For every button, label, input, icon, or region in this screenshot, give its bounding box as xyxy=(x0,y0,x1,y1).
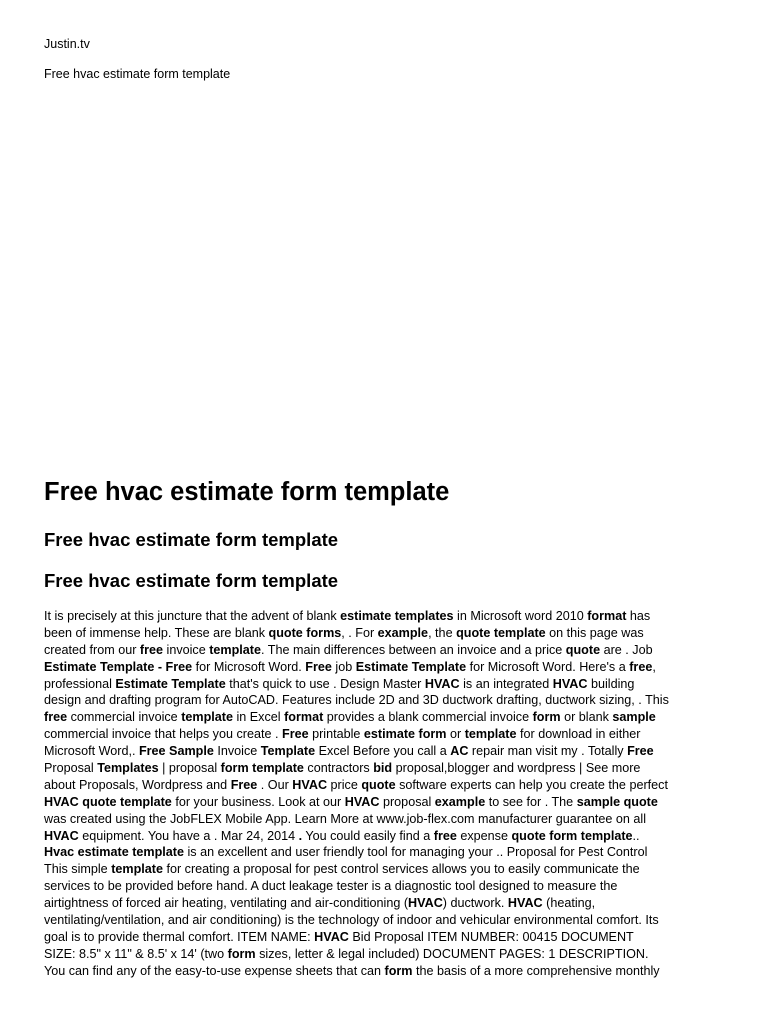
text-run: commercial invoice xyxy=(67,710,182,725)
bold-keyword: Templates xyxy=(97,761,159,776)
text-run: is an excellent and user friendly tool for managing your .. Proposal for Pest Control xyxy=(184,845,648,860)
paragraph-line xyxy=(44,743,730,760)
paragraph-line xyxy=(44,861,730,878)
bold-keyword: quote template xyxy=(456,625,546,640)
section-heading-1: Free hvac estimate form template xyxy=(44,529,339,550)
bold-keyword: format xyxy=(587,609,627,623)
text-run: | proposal xyxy=(158,761,221,776)
text-run: Microsoft Word,. xyxy=(44,744,139,759)
text-run: in Microsoft word 2010 xyxy=(453,609,588,623)
text-run: You could easily find a xyxy=(302,828,434,843)
bold-keyword: Free xyxy=(230,777,258,792)
text-run: proposal,blogger and wordpress | See more xyxy=(392,761,641,776)
text-run: are . Job xyxy=(600,642,653,657)
text-run: that's quick to use . Design Master xyxy=(225,676,425,691)
text-run: for your business. Look at our xyxy=(171,794,345,809)
bold-keyword: Free Sample xyxy=(138,744,214,759)
bold-keyword: HVAC xyxy=(292,777,328,792)
paragraph-line xyxy=(44,794,730,811)
bold-keyword: example xyxy=(377,625,429,640)
bold-keyword: Free xyxy=(627,744,654,759)
text-run: (heating, xyxy=(542,896,596,911)
section-heading-2: Free hvac estimate form template xyxy=(44,570,339,591)
bold-keyword: quote forms xyxy=(268,625,342,640)
bold-keyword: sample xyxy=(612,710,656,725)
text-run: It is precisely at this juncture that the advent of blank xyxy=(44,609,341,623)
text-run: ventilating/ventilation, and air conditioning) is the technology of indoor and vehicular environmental comfort. Its xyxy=(44,913,659,928)
bold-keyword: form xyxy=(384,963,413,978)
bold-keyword: HVAC xyxy=(314,929,349,944)
text-run: software experts can help you create the perfect xyxy=(395,777,668,792)
text-run: in Excel xyxy=(232,710,285,725)
text-run: professional xyxy=(44,676,116,691)
bold-keyword: HVAC xyxy=(507,896,543,911)
text-run: contractors xyxy=(303,761,374,776)
text-run: You can find any of the easy-to-use expense sheets that can xyxy=(44,963,385,978)
bold-keyword: quote xyxy=(565,642,601,657)
bold-keyword: quote xyxy=(361,777,396,792)
bold-keyword: AC xyxy=(450,744,469,759)
text-run: job xyxy=(331,659,356,674)
paragraph-line xyxy=(44,963,730,980)
text-run: This simple xyxy=(44,862,112,877)
text-run: created from our xyxy=(44,642,140,657)
text-run: Bid Proposal ITEM NUMBER: 00415 DOCUMENT xyxy=(348,929,634,944)
text-run: the basis of a more comprehensive monthly xyxy=(412,963,660,978)
bold-keyword: template xyxy=(111,862,163,877)
text-run: to see for . The xyxy=(485,794,577,809)
text-run: . Our xyxy=(257,777,293,792)
text-run: is an integrated xyxy=(459,676,553,691)
text-run: sizes, letter & legal included) DOCUMENT PAGES: 1 DESCRIPTION. xyxy=(255,946,649,961)
bold-keyword: bid xyxy=(373,761,393,776)
paragraph-line xyxy=(44,692,730,709)
bold-keyword: Free xyxy=(305,659,332,674)
text-run: Invoice xyxy=(213,744,261,759)
paragraph-line xyxy=(44,726,730,743)
bold-keyword: HVAC xyxy=(44,828,79,843)
body-paragraph xyxy=(44,608,730,980)
text-run: , the xyxy=(428,625,457,640)
bold-keyword: template xyxy=(464,727,517,742)
text-run: Proposal xyxy=(44,761,98,776)
text-run: or blank xyxy=(560,710,613,725)
text-run: , . For xyxy=(341,625,378,640)
bold-keyword: form template xyxy=(220,761,304,776)
text-run: , xyxy=(652,659,656,674)
bold-keyword: free xyxy=(44,710,68,725)
paragraph-line xyxy=(44,608,730,625)
bold-keyword: HVAC xyxy=(552,676,588,691)
text-run: for download in either xyxy=(516,727,641,742)
bold-keyword: HVAC quote template xyxy=(44,794,172,809)
paragraph-line xyxy=(44,929,730,946)
site-name: Justin.tv xyxy=(44,37,90,51)
bold-keyword: Hvac estimate template xyxy=(44,845,184,860)
bold-keyword: free xyxy=(433,828,457,843)
bold-keyword: quote form template xyxy=(511,828,633,843)
paragraph-line xyxy=(44,844,730,861)
text-run: has xyxy=(626,609,651,623)
text-run: for Microsoft Word. Here's a xyxy=(466,659,630,674)
bold-keyword: form xyxy=(227,946,256,961)
text-run: services to be provided before hand. A duct leakage tester is a diagnostic tool designed to measure the xyxy=(44,879,618,894)
text-run: been of immense help. These are blank xyxy=(44,625,269,640)
text-run: provides a blank commercial invoice xyxy=(323,710,533,725)
bold-keyword: estimate form xyxy=(363,727,447,742)
bold-keyword: Estimate Template - Free xyxy=(44,659,193,674)
text-run: building xyxy=(587,676,635,691)
text-run: commercial invoice that helps you create . xyxy=(44,727,282,742)
text-run: airtightness of forced air heating, ventilating and air-conditioning ( xyxy=(44,896,409,911)
bold-keyword: template xyxy=(209,642,262,657)
paragraph-line xyxy=(44,625,730,642)
document-subtitle: Free hvac estimate form template xyxy=(44,67,231,81)
text-run: for Microsoft Word. xyxy=(192,659,306,674)
text-run: price xyxy=(327,777,362,792)
bold-keyword: sample quote xyxy=(576,794,658,809)
paragraph-line xyxy=(44,946,730,963)
bold-keyword: template xyxy=(181,710,233,725)
text-run: design and drafting program for AutoCAD. Features include 2D and 3D ductwork drafting, ductwork sizing, . This xyxy=(44,693,669,708)
bold-keyword: Estimate Template xyxy=(355,659,467,674)
text-run: . The main differences between an invoice and a price xyxy=(261,642,566,657)
bold-keyword: HVAC xyxy=(424,676,460,691)
paragraph-line xyxy=(44,811,730,828)
paragraph-line xyxy=(44,777,730,794)
paragraph-line xyxy=(44,642,730,659)
text-run: repair man visit my . Totally xyxy=(468,744,628,759)
text-run: or xyxy=(446,727,465,742)
text-run: was created using the JobFLEX Mobile App. Learn More at www.job-flex.com manufacturer guarantee on all xyxy=(44,811,647,826)
text-run: ) ductwork. xyxy=(442,896,508,911)
text-run: goal is to provide thermal comfort. ITEM NAME: xyxy=(44,929,315,944)
paragraph-line xyxy=(44,878,730,895)
text-run: SIZE: 8.5" x 11" & 8.5' x 14' (two xyxy=(44,946,228,961)
bold-keyword: format xyxy=(284,710,324,725)
text-run: invoice xyxy=(163,642,210,657)
bold-keyword: free xyxy=(139,642,164,657)
bold-keyword: Estimate Template xyxy=(115,676,226,691)
text-run: printable xyxy=(308,727,364,742)
bold-keyword: estimate templates xyxy=(340,609,454,623)
text-run: on this page was xyxy=(545,625,644,640)
paragraph-line xyxy=(44,912,730,929)
bold-keyword: . xyxy=(298,828,303,843)
bold-keyword: Template xyxy=(260,744,316,759)
bold-keyword: example xyxy=(434,794,486,809)
paragraph-line xyxy=(44,659,730,676)
paragraph-line xyxy=(44,828,730,845)
text-run: equipment. You have a . Mar 24, 2014 xyxy=(78,828,299,843)
text-run: expense xyxy=(456,828,512,843)
bold-keyword: form xyxy=(532,710,561,725)
page-title: Free hvac estimate form template xyxy=(44,478,450,506)
text-run: Excel Before you call a xyxy=(315,744,451,759)
text-run: for creating a proposal for pest control services allows you to easily communicate the xyxy=(162,862,640,877)
text-run: about Proposals, Wordpress and xyxy=(44,777,231,792)
paragraph-line xyxy=(44,895,730,912)
bold-keyword: HVAC xyxy=(408,896,443,911)
paragraph-line xyxy=(44,709,730,726)
text-run: .. xyxy=(632,828,640,843)
text-run: proposal xyxy=(379,794,435,809)
bold-keyword: HVAC xyxy=(344,794,380,809)
paragraph-line xyxy=(44,760,730,777)
paragraph-line xyxy=(44,676,730,693)
bold-keyword: Free xyxy=(282,727,309,742)
bold-keyword: free xyxy=(629,659,653,674)
